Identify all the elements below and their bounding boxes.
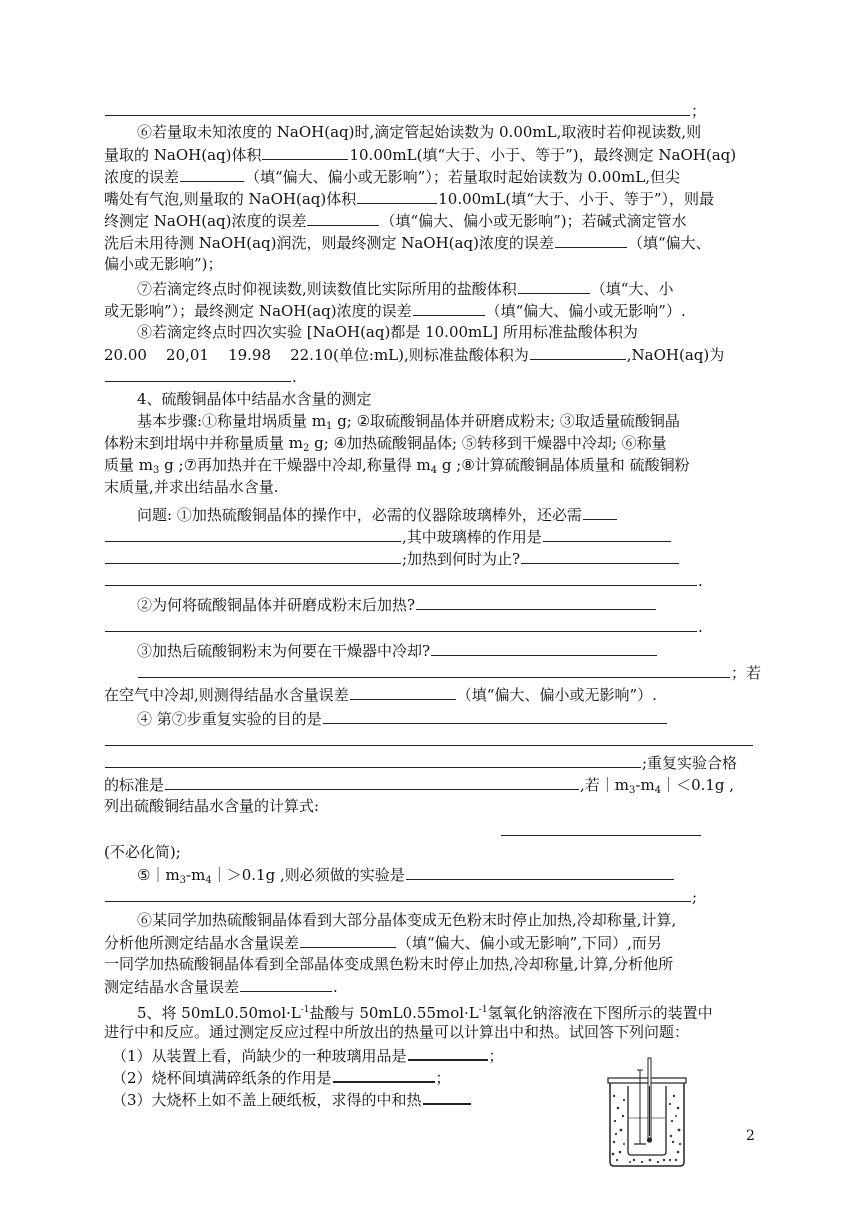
q4-title: 4、硫酸铜晶体中结晶水含量的测定 [137, 390, 372, 408]
q4-steps-line1: 基本步骤:①称量坩埚质量 $m_1$ g; ②取硫酸铜晶体并研磨成粉末; ③取适量硫酸铜晶 [137, 412, 680, 432]
q5-sub2: （2）烧杯间填满碎纸条的作用是 ； [112, 1066, 768, 1088]
q5-line1: 5、将 $50mL0.50mol\cdot L^{-1}$盐酸与 $50mL0.55mol\cdot L^{-1}$氢氧化钠溶液在下图所示的装置中 [137, 1004, 713, 1022]
q3-6-line7: 偏小或无影响”)； [104, 255, 223, 273]
q3-6-line1: ⑥若量取未知浓度的 NaOH(aq)时,滴定管起始读数为 0.00mL,取液时若仰视读数,则 [137, 123, 702, 141]
q4-6-line1: ⑥某同学加热硫酸铜晶体看到大部分晶体变成无色粉末时停止加热,冷却称量,计算, [137, 911, 677, 929]
q3-6-line4: 嘴处有气泡,则量取的 NaOH(aq)体积 10.00mL(填“大于、小于、等于”），则最 [104, 190, 715, 208]
q4-4-line3: ;重复实验合格 [104, 752, 760, 773]
q3-8-line1: ⑧若滴定终点时四次实验 [NaOH(aq)都是 10.00mL] 所用标准盐酸体积为 [137, 323, 638, 341]
q4-3-line3: 在空气中冷却,则测得结晶水含量误差 （填“偏大、偏小或无影响”）. [104, 686, 657, 704]
calorimeter-apparatus-image [604, 1056, 690, 1168]
q3-7-line2: 或无影响”）；最终测定 NaOH(aq)浓度的误差 （填“偏大、偏小或无影响”）. [104, 302, 686, 320]
q4-2-line2: . [104, 616, 760, 637]
q3-6-line5: 终测定 NaOH(aq)浓度的误差 （填“偏大、偏小或无影响”)；若碱式滴定管水 [104, 212, 687, 230]
q4-6-line3: 一同学加热硫酸铜晶体看到全部晶体变成黑色粉末时停止加热,冷却称量,计算,分析他所 [104, 955, 674, 973]
q3-7-line1: ⑦若滴定终点时仰视读数,则读数值比实际所用的盐酸体积 （填“大、小 [137, 280, 674, 298]
q4-4-line1: ④ 第⑦步重复实验的目的是 [137, 708, 760, 729]
page-number: 2 [746, 1128, 755, 1144]
q3-6-line3: 浓度的误差 （填“偏大、偏小或无影响”）；若量取时起始读数为 0.00mL,但尖 [104, 168, 680, 186]
q4-1-line1: 问题: ①加热硫酸铜晶体的操作中，必需的仪器除玻璃棒外，还必需 [137, 504, 760, 525]
q3-8-line3: . [104, 366, 760, 387]
answer-line: ； [104, 100, 760, 121]
q4-4-line7: (不必化简); [104, 843, 181, 861]
q4-1-line2: ,其中玻璃棒的作用是 [104, 526, 760, 547]
q4-5-line2: ; [104, 886, 760, 907]
q4-5-line1: $⑤|m_3-m_4|>0.1g$ ,则必须做的实验是 [137, 864, 760, 891]
q4-4-formula-blank [104, 820, 760, 841]
q4-4-line2 [104, 730, 760, 751]
q5-line2: 进行中和反应。通过测定反应过程中所放出的热量可以计算出中和热。试回答下列问题： [104, 1023, 690, 1041]
q4-steps-line3: 质量 $m_3$ g ;⑦再加热并在干燥器中冷却,称量得 $m_4$ g ;⑧计算硫酸铜晶体质量和 硫酸铜粉 [104, 456, 690, 476]
q4-2-line1: ②为何将硫酸铜晶体并研磨成粉末后加热? [137, 594, 760, 615]
q4-4-line4: 的标准是 ,若$|m_3-m_4|<0.1g$ , [104, 776, 735, 796]
q4-6-line4: 测定结晶水含量误差 . [104, 978, 338, 996]
q4-6-line2: 分析他所测定结晶水含量误差 （填“偏大、偏小或无影响”,下同）,而另 [104, 934, 662, 952]
q4-3-line1: ③加热后硫酸铜粉末为何要在干燥器中冷却? [137, 640, 760, 661]
q3-8-line2: 20.00 20,01 19.98 22.10(单位:mL),则标准盐酸体积为 ,NaOH(aq)为 [104, 346, 725, 364]
q5-sub1: （1）从装置上看，尚缺少的一种玻璃用品是 ； [112, 1044, 768, 1066]
q5-sub3: （3）大烧杯上如不盖上硬纸板，求得的中和热 [112, 1088, 768, 1110]
q4-4-line5: 列出硫酸铜结晶水含量的计算式: [104, 797, 320, 815]
q4-3-line2: ；若 [137, 662, 760, 683]
q3-6-line2: 量取的 NaOH(aq)体积 10.00mL(填“大于、小于、等于”)，最终测定 NaOH(aq) [104, 146, 737, 164]
q4-1-line4: . [104, 570, 760, 591]
q3-6-line6: 洗后未用待测 NaOH(aq)润洗，则最终测定 NaOH(aq)浓度的误差 （填“偏大、 [104, 234, 711, 252]
q4-1-line3: ;加热到何时为止? [104, 548, 760, 569]
q4-steps-line4: 末质量,并求出结晶水含量. [104, 478, 279, 496]
q4-steps-line2: 体粉末到坩埚中并称量质量 $m_2$ g; ④加热硫酸铜晶体; ⑤转移到干燥器中冷却; ⑥称量 [104, 434, 667, 454]
